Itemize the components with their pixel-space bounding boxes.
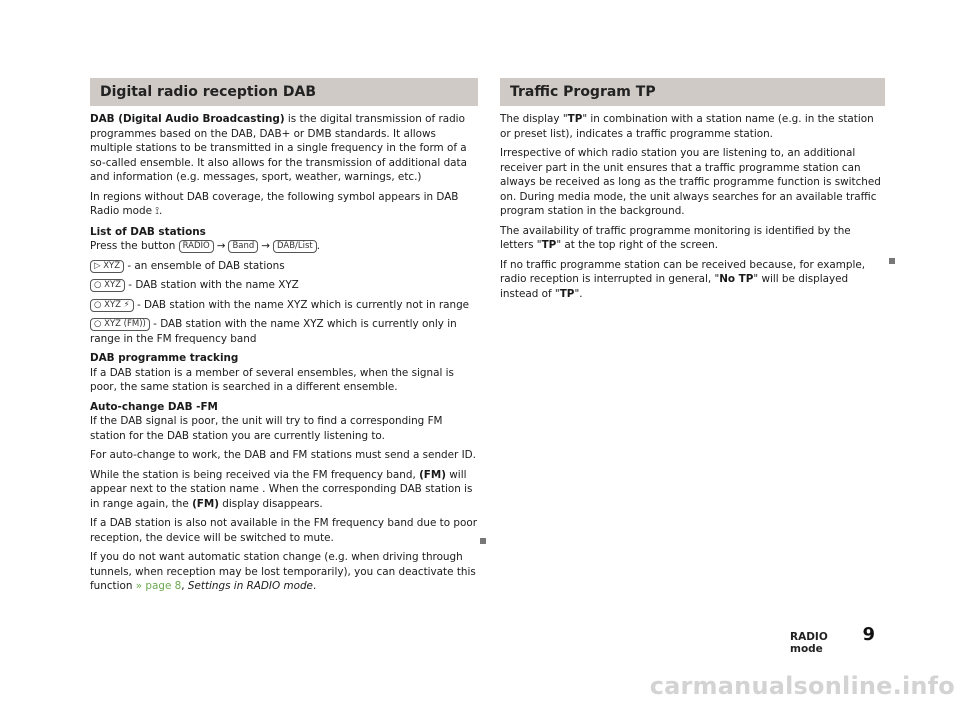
- intro-bold: DAB (Digital Audio Broadcasting): [90, 113, 285, 125]
- page-8-link[interactable]: » page 8: [135, 580, 182, 592]
- press-text: Press the button: [90, 240, 176, 252]
- fm-text-1: While the station is being received via the FM frequency band,: [90, 468, 420, 481]
- fm-description: - DAB station with the name XYZ which is currently only in range in the FM frequency band: [90, 318, 457, 345]
- autochange-text: If the DAB signal is poor, the unit will try to find a corresponding FM station for the DAB station you are currently listening to.: [90, 415, 443, 442]
- fm-symbol: ○ XYZ (FM)): [90, 318, 150, 331]
- out-of-range-symbol: ○ XYZ ⚡: [90, 299, 134, 312]
- press-end: .: [316, 240, 321, 252]
- dab-list-key[interactable]: DAB/List: [273, 240, 317, 253]
- radio-key[interactable]: RADIO: [179, 240, 214, 253]
- fm-bold-2: (FM): [192, 497, 219, 510]
- right-column: [500, 78, 885, 306]
- tp-p1-c: " in combination with a station name (e.g. in the station or preset list), indicates a traffic programme station.: [500, 113, 874, 140]
- section-title-dab: Digital radio reception DAB: [100, 83, 317, 100]
- tp-p3-c: " at the top right of the screen.: [556, 239, 719, 251]
- tp-paragraph-4: [500, 258, 885, 302]
- tp-paragraph-2: Irrespective of which radio station you are listening to, an additional receiver part in the unit ensures that a traffic programme station can always be received as long as the traffic programme function is switched on. During media mode, the unit always searches for an available traffic program station in the background.: [500, 147, 881, 217]
- station-list-paragraph: [90, 225, 478, 254]
- tp-p1-b: TP: [567, 113, 583, 125]
- tp-p4-e: ".: [574, 287, 583, 300]
- no-coverage-end: .: [159, 205, 163, 217]
- intro-paragraph: [90, 112, 478, 185]
- intro-text: is the digital transmission of radio programmes based on the DAB, DAB+ or DMB standards. It allows multiple stations to be transmitted in a single frequency in the form of a so-called ensemble. It also allows for the transmission of additional data and information (e.g. messages, sport, weather, warnings, etc.): [90, 113, 467, 183]
- symbol-item-fm: [90, 317, 478, 346]
- section-header-tp: [500, 78, 885, 106]
- tracking-heading: DAB programme tracking: [90, 352, 239, 364]
- settings-reference: Settings in RADIO mode: [187, 580, 313, 592]
- tp-p3-a: The availability of traffic programme monitoring is identified by the letters ": [500, 224, 851, 251]
- station-symbol: ○ XYZ: [90, 279, 125, 292]
- symbol-item-ensemble: [90, 259, 478, 274]
- section-end-mark: [480, 538, 486, 544]
- section-header-dab: [90, 78, 478, 106]
- no-signal-antenna-icon: ⟟: [155, 206, 160, 217]
- ensemble-symbol: ▷ XYZ: [90, 260, 124, 273]
- arrow-icon: →: [216, 240, 226, 252]
- autochange-paragraph: [90, 400, 478, 444]
- left-column: [90, 78, 478, 599]
- deactivate-text: If you do not want automatic station change (e.g. when driving through tunnels, when reception may be lost temporarily), you can deactivate this function: [90, 551, 476, 592]
- tp-paragraph-3: [500, 224, 885, 253]
- mute-paragraph: If a DAB station is also not available in the FM frequency band due to poor reception, the device will be switched to mute.: [90, 517, 478, 544]
- fm-text-3: display disappears.: [219, 497, 323, 510]
- fm-bold-1: (FM): [419, 468, 446, 481]
- fm-display-paragraph: [90, 468, 478, 512]
- tp-p4-d: TP: [559, 287, 575, 300]
- watermark: carmanualsonline.info: [649, 672, 955, 700]
- symbol-item-station: [90, 278, 478, 293]
- sender-id-paragraph: For auto-change to work, the DAB and FM stations must send a sender ID.: [90, 449, 476, 461]
- band-key[interactable]: Band: [228, 240, 258, 253]
- deactivate-paragraph: [90, 550, 478, 594]
- tp-paragraph-1: [500, 112, 885, 141]
- tracking-text: If a DAB station is a member of several ensembles, when the signal is poor, the same station is searched in a different ensemble.: [90, 366, 454, 393]
- station-description: - DAB station with the name XYZ: [124, 279, 299, 291]
- ensemble-description: - an ensemble of DAB stations: [124, 259, 285, 272]
- page-number: 9: [862, 624, 875, 645]
- deactivate-end: .: [312, 580, 317, 592]
- fm-text-2: will appear next to the station name . When the corresponding DAB station is in range again, the: [90, 468, 473, 510]
- no-coverage-text: In regions without DAB coverage, the following symbol appears in DAB Radio mode: [90, 190, 459, 217]
- tp-p4-c: " will be displayed instead of ": [500, 273, 849, 300]
- tracking-paragraph: [90, 351, 478, 395]
- autochange-heading: Auto-change DAB -FM: [90, 400, 218, 413]
- no-coverage-paragraph: [90, 190, 478, 220]
- arrow-icon: →: [261, 240, 270, 252]
- station-list-heading: List of DAB stations: [90, 225, 206, 238]
- tp-p4-b: No TP: [719, 273, 754, 285]
- tp-p3-b: TP: [541, 239, 557, 251]
- page-footer: [790, 624, 885, 655]
- section-title-tp: Traffic Program TP: [510, 83, 656, 100]
- symbol-item-out-of-range: [90, 298, 478, 313]
- tp-p1-a: The display ": [500, 113, 568, 125]
- deactivate-sep: ,: [181, 580, 188, 592]
- section-end-mark: [889, 258, 895, 264]
- tp-p4-a: If no traffic programme station can be received because, for example, radio reception is interrupted in general, ": [500, 258, 866, 285]
- footer-section-label: RADIO mode: [790, 631, 828, 655]
- out-of-range-description: - DAB station with the name XYZ which is currently not in range: [133, 298, 470, 311]
